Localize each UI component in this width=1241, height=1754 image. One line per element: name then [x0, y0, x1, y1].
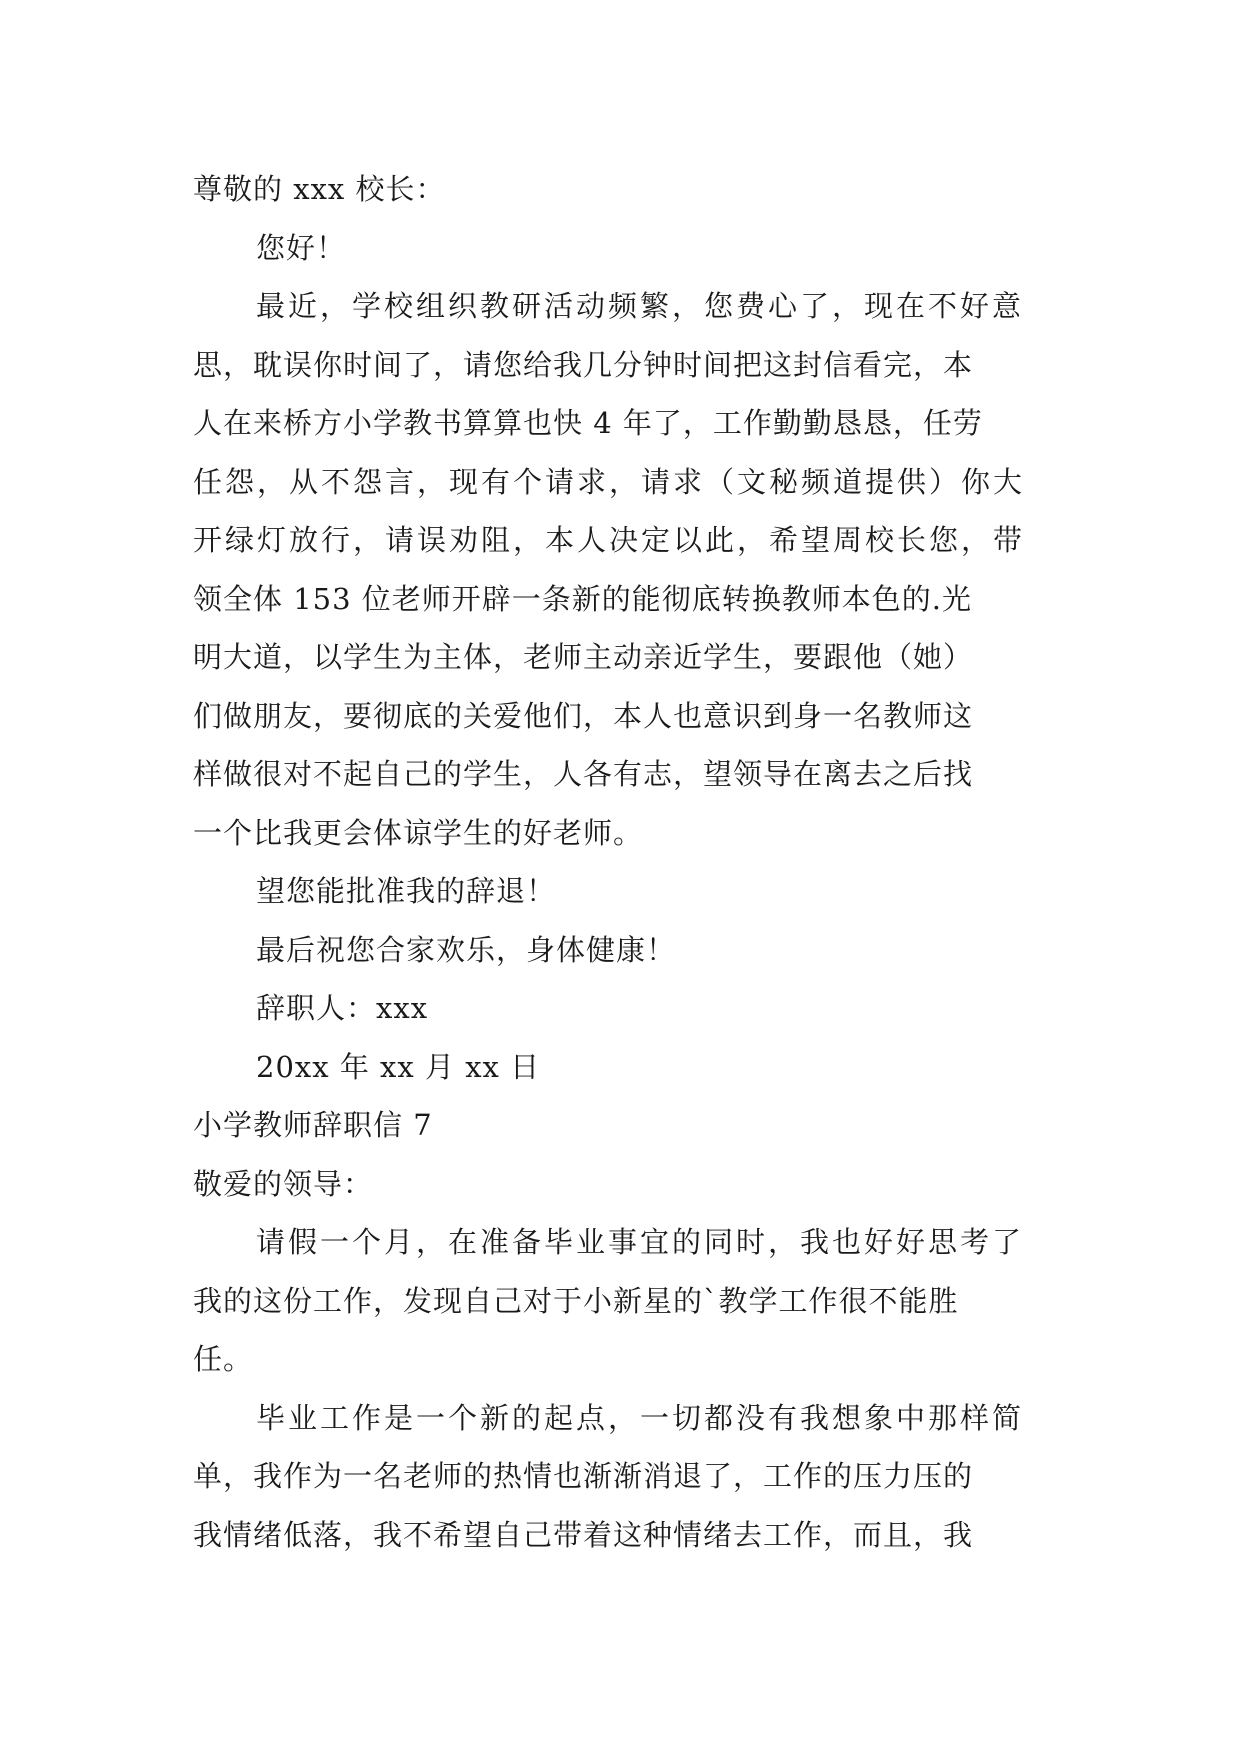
body-line: 领全体 153 位老师开辟一条新的能彻底转换教师本色的.光 — [193, 581, 973, 616]
salutation: 敬爱的领导： — [193, 1166, 374, 1201]
body-line: 明大道，以学生为主体，老师主动亲近学生，要跟他（她） — [193, 640, 974, 674]
body-line: 我情绪低落，我不希望自己带着这种情绪去工作，而且，我 — [193, 1517, 974, 1552]
body-line: 思，耽误你时间了，请您给我几分钟时间把这封信看完，本 — [193, 347, 974, 382]
body-line: 我的这份工作，发现自己对于小新星的`教学工作很不能胜 — [193, 1283, 959, 1318]
body-line: 请假一个月，在准备毕业事宜的同时，我也好好思考了 — [256, 1225, 1025, 1259]
request-line: 望您能批准我的辞退！ — [256, 874, 557, 908]
greeting: 您好！ — [256, 230, 347, 265]
body-line: 最近，学校组织教研活动频繁，您费心了，现在不好意 — [256, 289, 1025, 323]
signer-line: 辞职人：xxx — [256, 991, 429, 1025]
body-line: 们做朋友，要彻底的关爱他们，本人也意识到身一名教师这 — [193, 698, 974, 733]
body-line: 开绿灯放行，请误劝阻，本人决定以此，希望周校长您，带 — [193, 523, 1026, 557]
body-line: 一个比我更会体谅学生的好老师。 — [193, 815, 644, 850]
body-line: 单，我作为一名老师的热情也渐渐消退了，工作的压力压的 — [193, 1459, 974, 1493]
body-line: 样做很对不起自己的学生，人各有志，望领导在离去之后找 — [193, 757, 974, 791]
body-line: 任怨，从不怨言，现有个请求，请求（文秘频道提供）你大 — [193, 464, 1026, 499]
date-line: 20xx 年 xx 月 xx 日 — [256, 1049, 541, 1084]
salutation: 尊敬的 xxx 校长： — [193, 172, 446, 206]
body-line: 任。 — [193, 1342, 254, 1376]
letter-text — [193, 160, 1063, 1564]
body-line: 人在来桥方小学教书算算也快 4 年了，工作勤勤恳恳，任劳 — [193, 406, 983, 440]
body-line: 毕业工作是一个新的起点，一切都没有我想象中那样简 — [256, 1400, 1025, 1435]
section-title: 小学教师辞职信 7 — [193, 1108, 433, 1142]
wishes-line: 最后祝您合家欢乐，身体健康！ — [256, 932, 677, 967]
